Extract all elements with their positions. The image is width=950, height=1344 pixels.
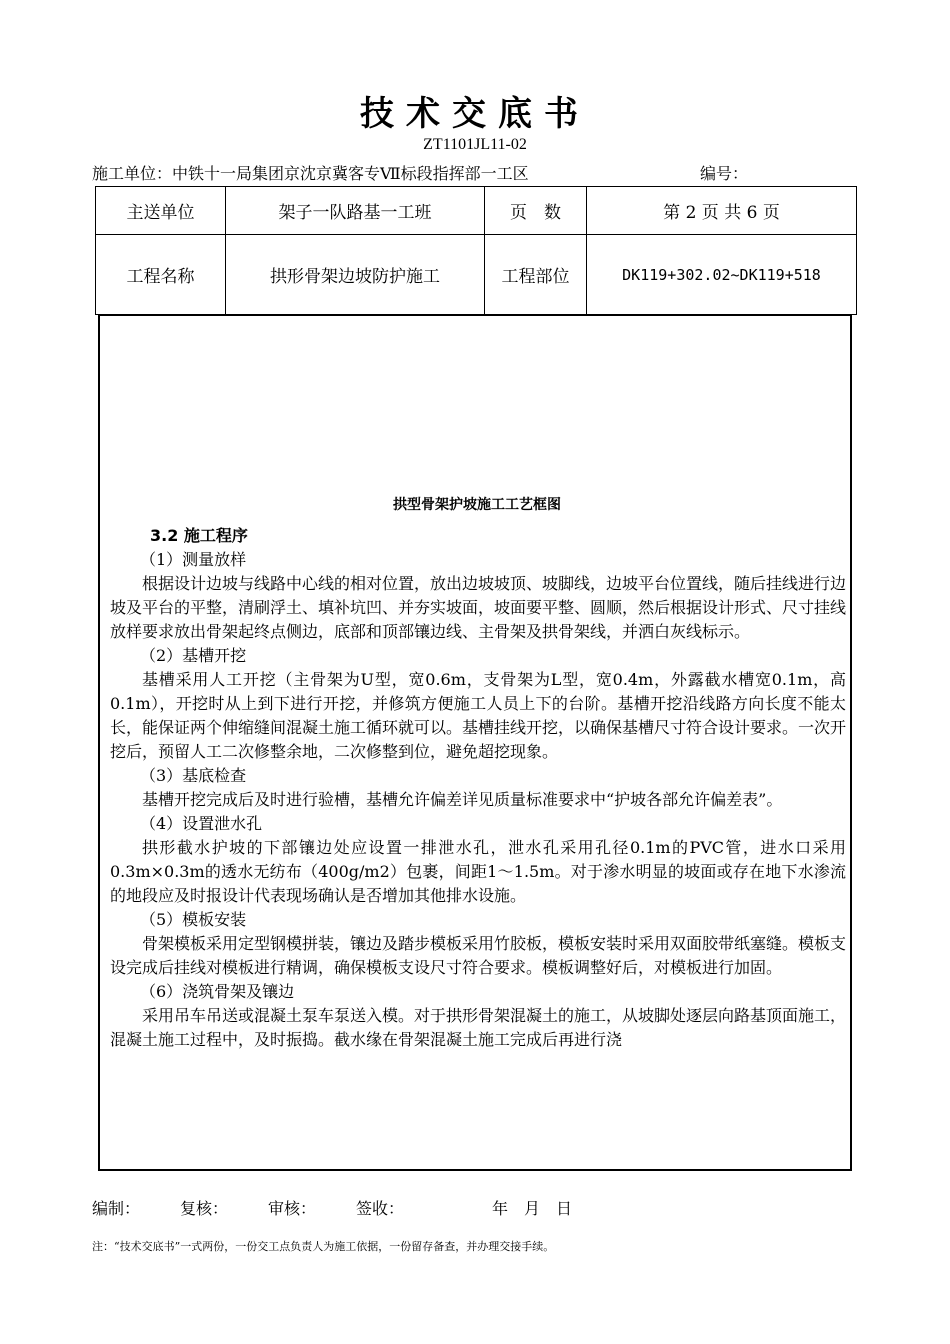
step-text: 基槽采用人工开挖（主骨架为U型，宽0.6m，支骨架为L型，宽0.4m，外露截水槽宽0.1m，高0.1m），开挖时从上到下进行开挖，并修筑方便施工人员上下的台阶。基槽开挖沿线路方向长度不能太长，能保证两个伸缩缝间混凝土施工循环就可以。基槽挂线开挖，以确保基槽尺寸符合设计要求。一次开挖后，预留人工二次修整余地，二次修整到位，避免超挖现象。	[110, 670, 847, 761]
construction-unit: 施工单位：中铁十一局集团京沈京冀客专Ⅶ标段指挥部一工区	[92, 164, 529, 183]
step-text: 采用吊车吊送或混凝土泵车泵送入模。对于拱形骨架混凝土的施工，从坡脚处逐层向路基顶面施工，混凝土施工过程中，及时振捣。截水缘在骨架混凝土施工完成后再进行浇	[110, 1006, 847, 1049]
project-location-label: 工程部位	[485, 235, 587, 315]
recipient-value: 架子一队路基一工班	[226, 187, 485, 235]
step-text: 基槽开挖完成后及时进行验槽，基槽允许偏差详见质量标准要求中“护坡各部允许偏差表”。	[142, 790, 783, 809]
section-heading: 3.2 施工程序	[150, 526, 248, 545]
step-text: 拱形截水护坡的下部镶边处应设置一排泄水孔，泄水孔采用孔径0.1m的PVC管，进水口采用0.3m×0.3m的透水无纺布（400g/m2）包裹，间距1～1.5m。对于渗水明显的坡面或存在地下水渗流的地段应及时报设计代表现场确认是否增加其他排水设施。	[110, 838, 846, 905]
content-box	[98, 314, 852, 1171]
signature-row: 编制： 复核： 审核： 签收： 年 月 日	[92, 1199, 573, 1218]
step-title: （5）模板安装	[140, 910, 247, 929]
footer-note: 注：“技术交底书”一式两份，一份交工点负责人为施工依据，一份留存备查，并办理交接手续。	[92, 1240, 555, 1253]
project-name-value: 拱形骨架边坡防护施工	[226, 235, 485, 315]
procedure-text	[110, 524, 846, 1052]
step-text: 骨架模板采用定型钢模拼装，镶边及踏步模板采用竹胶板，模板安装时采用双面胶带纸塞缝。模板支设完成后挂线对模板进行精调，确保模板支设尺寸符合要求。模板调整好后，对模板进行加固。	[110, 934, 847, 977]
header-row-recipient	[96, 187, 857, 235]
step-text: 根据设计边坡与线路中心线的相对位置，放出边坡坡顶、坡脚线，边坡平台位置线，随后挂线进行边坡及平台的平整，清刷浮土、填补坑凹、并夯实坡面，坡面要平整、圆顺，然后根据设计形式、尺寸挂线放样要求放出骨架起终点侧边，底部和顶部镶边线、主骨架及拱骨架线，并洒白灰线标示。	[110, 574, 847, 641]
recipient-label: 主送单位	[96, 187, 226, 235]
step-title: （3）基底检查	[140, 766, 247, 785]
project-location-value: DK119+302.02~DK119+518	[587, 235, 857, 315]
header-table	[95, 186, 857, 315]
project-name-label: 工程名称	[96, 235, 226, 315]
document-title: 技术交底书	[360, 94, 590, 134]
serial-number-label: 编号：	[700, 164, 749, 183]
step-title: （1）测量放样	[140, 550, 247, 569]
figure-caption: 拱型骨架护坡施工工艺框图	[393, 497, 561, 513]
document-code: ZT1101JL11-02	[423, 136, 527, 153]
pages-label: 页 数	[485, 187, 587, 235]
header-row-project	[96, 235, 857, 315]
pages-value: 第 2 页 共 6 页	[587, 187, 857, 235]
step-title: （2）基槽开挖	[140, 646, 247, 665]
step-title: （4）设置泄水孔	[140, 814, 263, 833]
step-title: （6）浇筑骨架及镶边	[140, 982, 295, 1001]
